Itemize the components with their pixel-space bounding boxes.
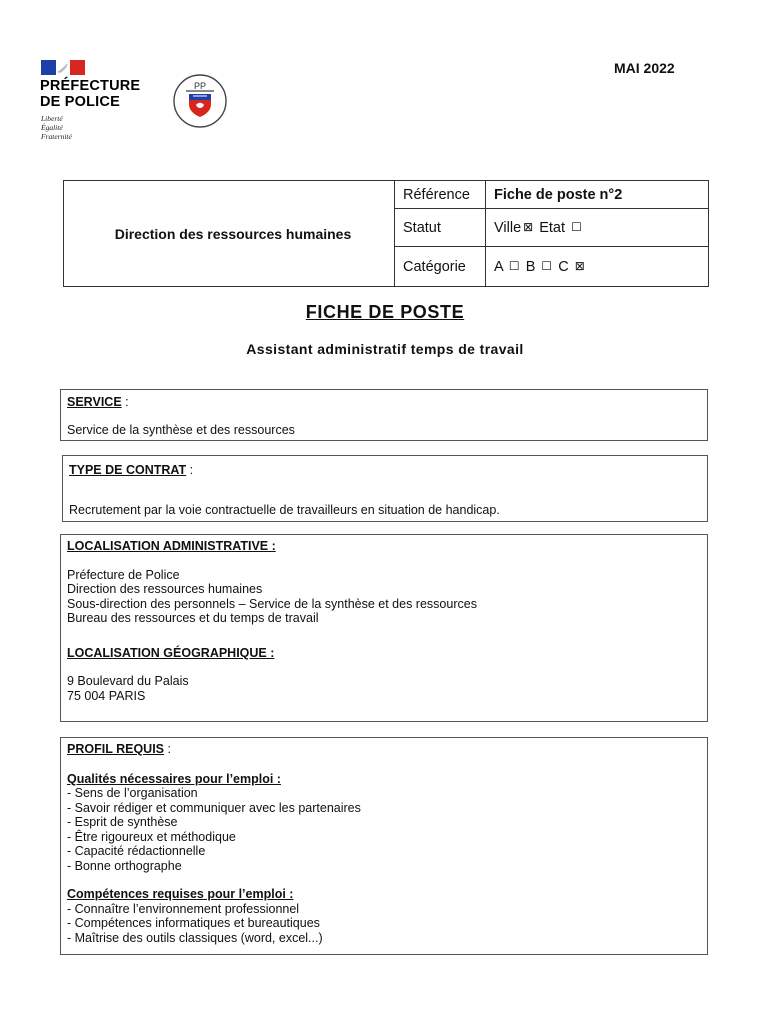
reference-table: [63, 180, 709, 287]
admin-line: Bureau des ressources et du temps de travail: [67, 611, 319, 625]
reference-value: Fiche de poste n°2: [486, 181, 709, 209]
cat-a-label: A: [494, 258, 503, 275]
direction-cell: Direction des ressources humaines: [64, 181, 395, 287]
qualites-list: [67, 786, 701, 873]
geo-line: 9 Boulevard du Palais: [67, 674, 189, 688]
svg-text:PP: PP: [193, 81, 207, 91]
cat-b-label: B: [525, 258, 536, 275]
prefecture-line-2: DE POLICE: [40, 94, 120, 110]
cat-c-label: C: [558, 258, 569, 275]
localisation-section: [60, 534, 708, 722]
republic-motto: [41, 114, 72, 141]
geo-location-lines: [67, 674, 701, 703]
prefecture-logo-text: [40, 78, 140, 110]
list-item: - Sens de l’organisation: [67, 786, 198, 800]
etat-unchecked-checkbox[interactable]: ☐: [571, 219, 582, 234]
list-item: - Être rigoureux et méthodique: [67, 829, 236, 844]
document-date: MAI 2022: [614, 60, 675, 76]
admin-location-heading: LOCALISATION ADMINISTRATIVE :: [67, 539, 276, 553]
cat-c-checkbox[interactable]: ⊠: [574, 258, 585, 273]
list-item: - Connaître l’environnement professionnel: [67, 901, 300, 916]
competences-list: [67, 902, 701, 946]
list-item: - Compétences informatiques et bureautiques: [67, 916, 320, 930]
list-item: - Bonne orthographe: [67, 858, 182, 873]
motto-fraternite: Fraternité: [41, 132, 72, 141]
prefecture-police-seal-icon: [172, 73, 228, 129]
admin-line: Préfecture de Police: [67, 567, 180, 582]
service-section: SERVICE : Service de la synthèse et des ressources: [60, 389, 708, 441]
categorie-label: Catégorie: [395, 247, 486, 287]
motto-egalite: Égalité: [41, 123, 63, 132]
statut-value: [486, 209, 709, 247]
admin-line: Sous-direction des personnels – Service de la synthèse et des ressources: [67, 596, 477, 611]
list-item: - Savoir rédiger et communiquer avec les partenaires: [67, 800, 361, 815]
list-item: - Maîtrise des outils classiques (word, excel...): [67, 930, 323, 945]
geo-location-heading: LOCALISATION GÉOGRAPHIQUE :: [67, 645, 275, 660]
categorie-value: [486, 247, 709, 287]
geo-line: 75 004 PARIS: [67, 688, 146, 703]
qualites-heading: Qualités nécessaires pour l’emploi :: [67, 771, 281, 786]
profil-heading: PROFIL REQUIS: [67, 742, 165, 756]
motto-liberte: Liberté: [41, 114, 63, 123]
competences-heading: Compétences requises pour l’emploi :: [67, 887, 294, 901]
list-item: - Capacité rédactionnelle: [67, 844, 206, 858]
list-item: - Esprit de synthèse: [67, 815, 178, 829]
page-title: FICHE DE POSTE: [305, 302, 465, 322]
admin-location-lines: [67, 568, 701, 626]
job-title: Assistant administratif temps de travail: [246, 341, 524, 357]
reference-label: Référence: [395, 181, 486, 209]
ville-checked-checkbox[interactable]: ⊠: [523, 219, 534, 234]
prefecture-line-1: PRÉFECTURE: [40, 78, 141, 94]
statut-label: Statut: [395, 209, 486, 247]
cat-b-checkbox[interactable]: ☐: [541, 258, 553, 273]
service-heading: SERVICE: [67, 395, 122, 409]
profil-section: PROFIL REQUIS : Qualités nécessaires pour l’emploi : - Sens de l’organisation - Savoir rédiger et communiquer avec les partenaires - Esprit de synthèse - Être rigoureux et méthodique - Capacité rédactionnelle - Bonne orthographe Compétences requises pour l’emploi : - Connaître l’environnement professionnel - Compétences informatiques et bureautiques - Maîtrise des outils classiques (word, excel...): [60, 737, 708, 955]
contrat-heading: TYPE DE CONTRAT: [69, 463, 187, 477]
statut-ville-label: Ville: [494, 219, 522, 236]
marianne-flag-logo: [41, 60, 85, 75]
cat-a-checkbox[interactable]: ☐: [508, 258, 520, 273]
statut-etat-label: Etat: [539, 219, 566, 236]
service-text: Service de la synthèse et des ressources: [67, 422, 295, 437]
contrat-section: TYPE DE CONTRAT : Recrutement par la voie contractuelle de travailleurs en situation de handicap.: [62, 455, 708, 522]
admin-line: Direction des ressources humaines: [67, 582, 263, 596]
contrat-text: Recrutement par la voie contractuelle de travailleurs en situation de handicap.: [69, 502, 500, 517]
